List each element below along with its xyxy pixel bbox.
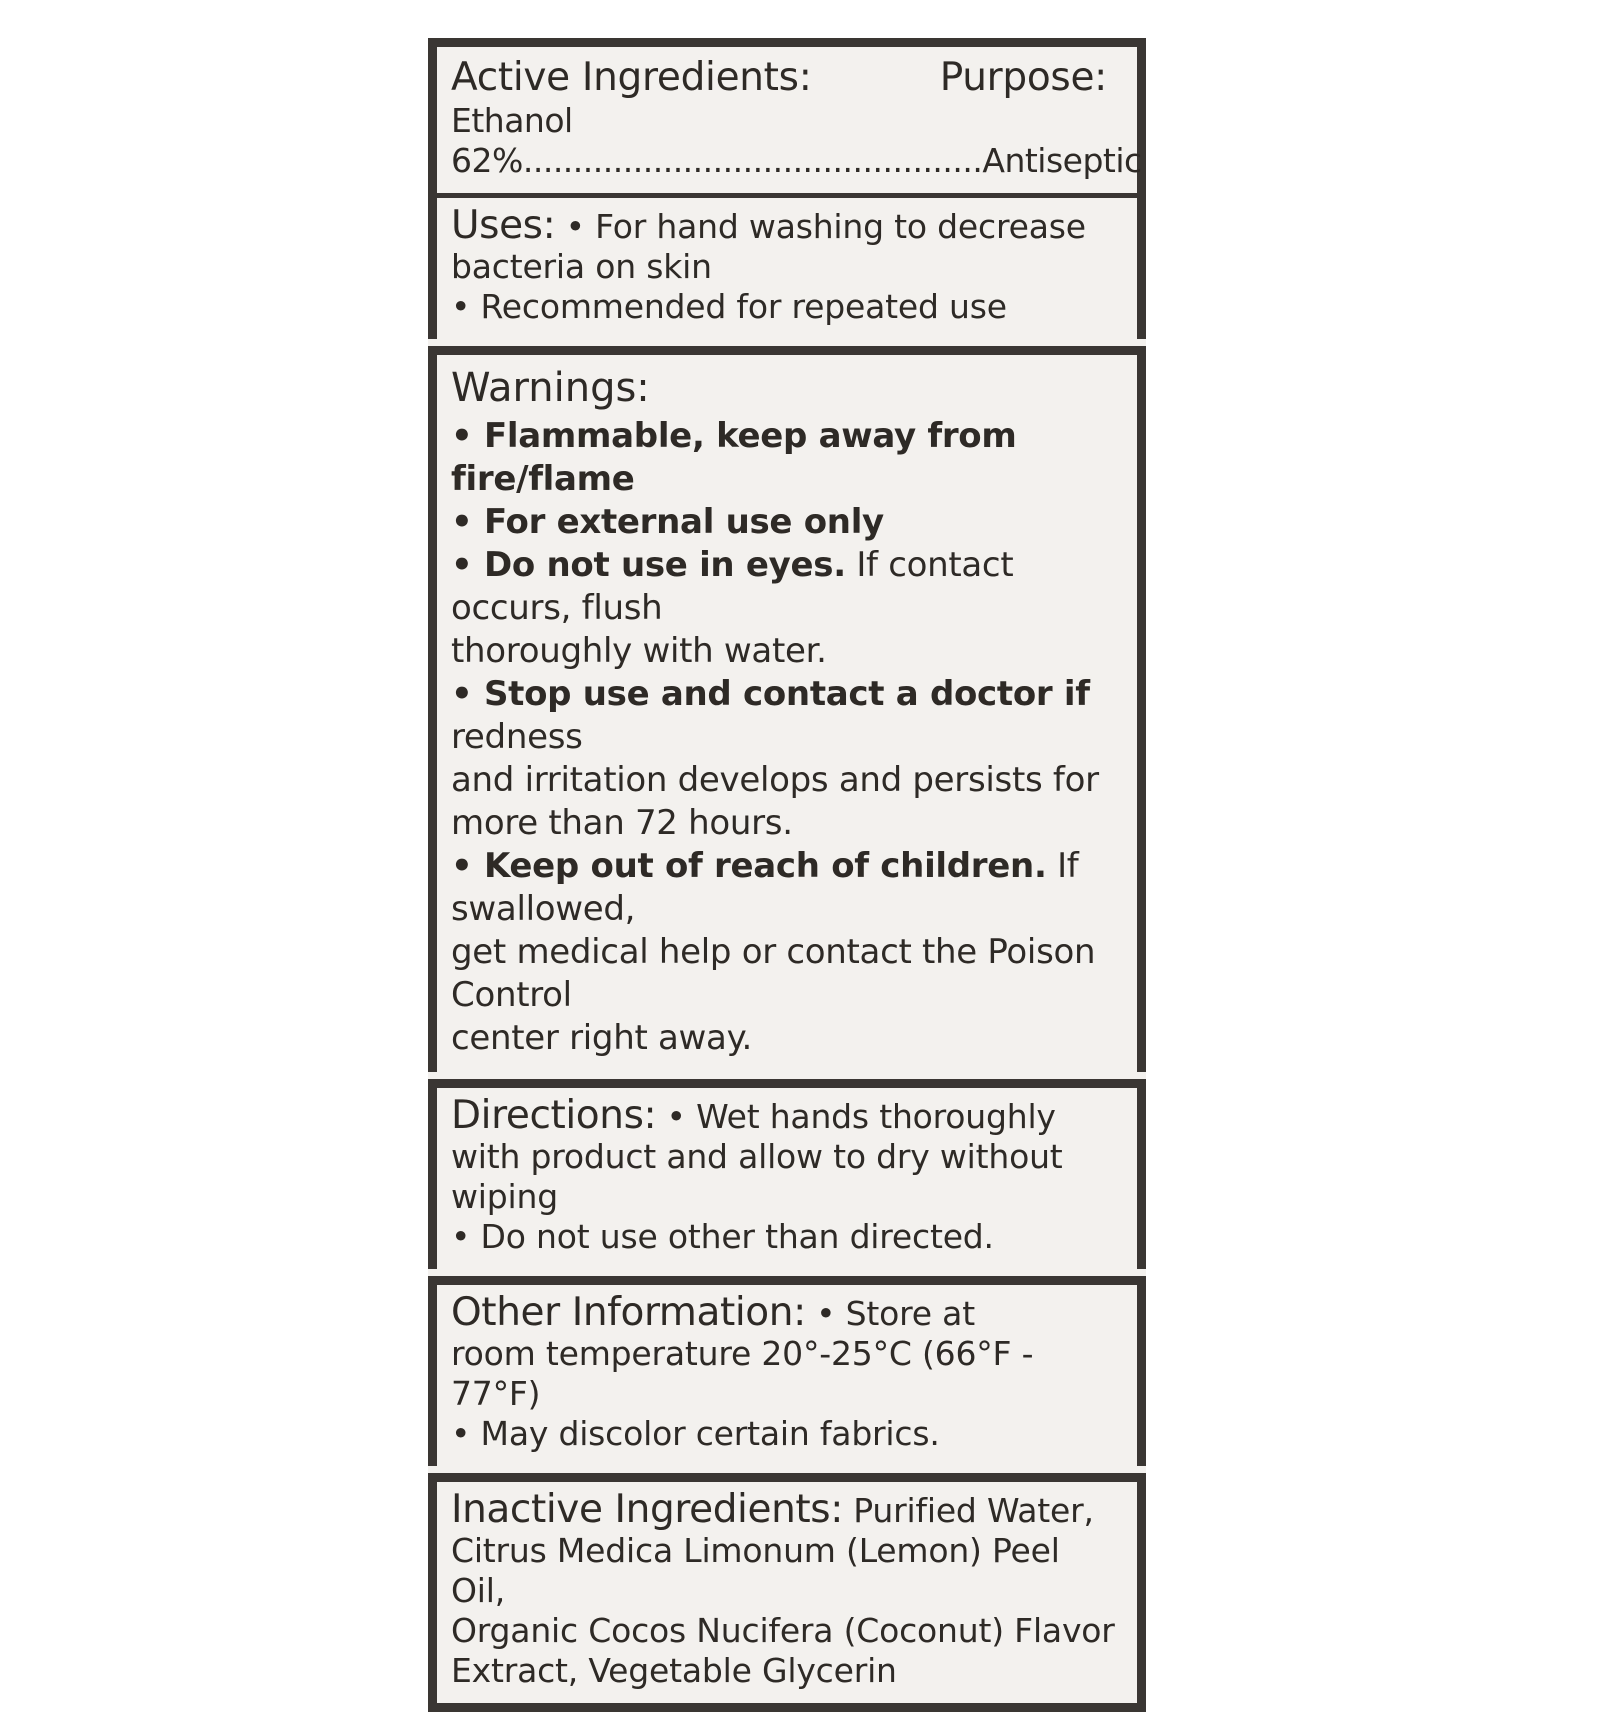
warning-item-rest: more than 72 hours. — [451, 803, 793, 843]
other-information-line-3: • May discolor certain fabrics. — [451, 1414, 940, 1453]
warning-item-rest: get medical help or contact the Poison Control — [451, 932, 1096, 1015]
warning-item — [451, 802, 1123, 845]
warning-item-rest: thoroughly with water. — [451, 631, 827, 671]
directions-line-1: • Wet hands thoroughly — [656, 1097, 1056, 1136]
inactive-ingredients-first-line — [451, 1487, 1123, 1532]
other-information-header: Other Information: — [451, 1290, 806, 1335]
uses-line-1: • For hand washing to decrease — [555, 207, 1086, 246]
warning-item-bold: • Keep out of reach of children. — [451, 846, 1047, 886]
warning-item — [451, 759, 1123, 802]
warning-item-bold: • Do not use in eyes. — [451, 545, 846, 585]
warning-item — [451, 1017, 1123, 1060]
other-information-line-1: • Store at — [805, 1294, 975, 1333]
warning-item-bold: • Stop use and contact a doctor if — [451, 674, 1090, 714]
warning-item — [451, 501, 1123, 544]
other-information-first-line — [451, 1290, 1123, 1335]
warning-item — [451, 415, 1123, 501]
warning-item-rest: If contact occurs, flush — [451, 545, 1014, 628]
directions-first-line — [451, 1093, 1123, 1138]
inactive-ingredients-panel — [428, 1473, 1146, 1712]
warning-item — [451, 630, 1123, 673]
active-ingredient-row: Ethanol 62%..............................................Antiseptic — [451, 101, 1142, 180]
active-ingredients-header-row — [451, 55, 1123, 101]
warnings-panel — [428, 346, 1146, 1072]
purpose-header: Purpose: — [939, 55, 1107, 100]
inactive-ingredients-line-4: Extract, Vegetable Glycerin — [451, 1651, 897, 1690]
other-information-line-2: room temperature 20°-25°C (66°F - 77°F) — [451, 1334, 1044, 1413]
directions-panel — [428, 1079, 1146, 1269]
warnings-header: Warnings: — [451, 365, 650, 411]
inactive-ingredients-line-2: Citrus Medica Limonum (Lemon) Peel Oil, — [451, 1531, 1071, 1610]
inactive-ingredients-header: Inactive Ingredients: — [451, 1487, 843, 1532]
uses-panel — [428, 193, 1146, 339]
directions-line-3: • Do not use other than directed. — [451, 1217, 994, 1256]
uses-line-3: • Recommended for repeated use — [451, 287, 1007, 326]
warning-item-rest: If swallowed, — [451, 846, 1079, 929]
warning-item — [451, 931, 1123, 1017]
uses-line-2: bacteria on skin — [451, 247, 712, 286]
warning-item-rest: center right away. — [451, 1018, 753, 1058]
warning-item-bold: • For external use only — [451, 502, 884, 542]
uses-header: Uses: — [451, 203, 556, 248]
active-ingredients-panel — [428, 38, 1146, 193]
directions-line-2: with product and allow to dry without wiping — [451, 1137, 1073, 1216]
inactive-ingredients-line-1: Purified Water, — [842, 1491, 1094, 1530]
warning-item — [451, 845, 1123, 931]
warning-item-rest: redness — [451, 717, 583, 757]
warning-item — [451, 673, 1123, 759]
other-information-panel — [428, 1276, 1146, 1466]
warning-item — [451, 544, 1123, 630]
warning-item-bold: • Flammable, keep away from fire/flame — [451, 416, 1017, 499]
warning-item-rest: and irritation develops and persists for — [451, 760, 1099, 800]
inactive-ingredients-line-3: Organic Cocos Nucifera (Coconut) Flavor — [451, 1611, 1115, 1650]
directions-header: Directions: — [451, 1093, 657, 1138]
drug-facts-label — [428, 38, 1146, 1712]
active-ingredients-header: Active Ingredients: — [451, 55, 812, 100]
uses-first-line — [451, 203, 1123, 248]
